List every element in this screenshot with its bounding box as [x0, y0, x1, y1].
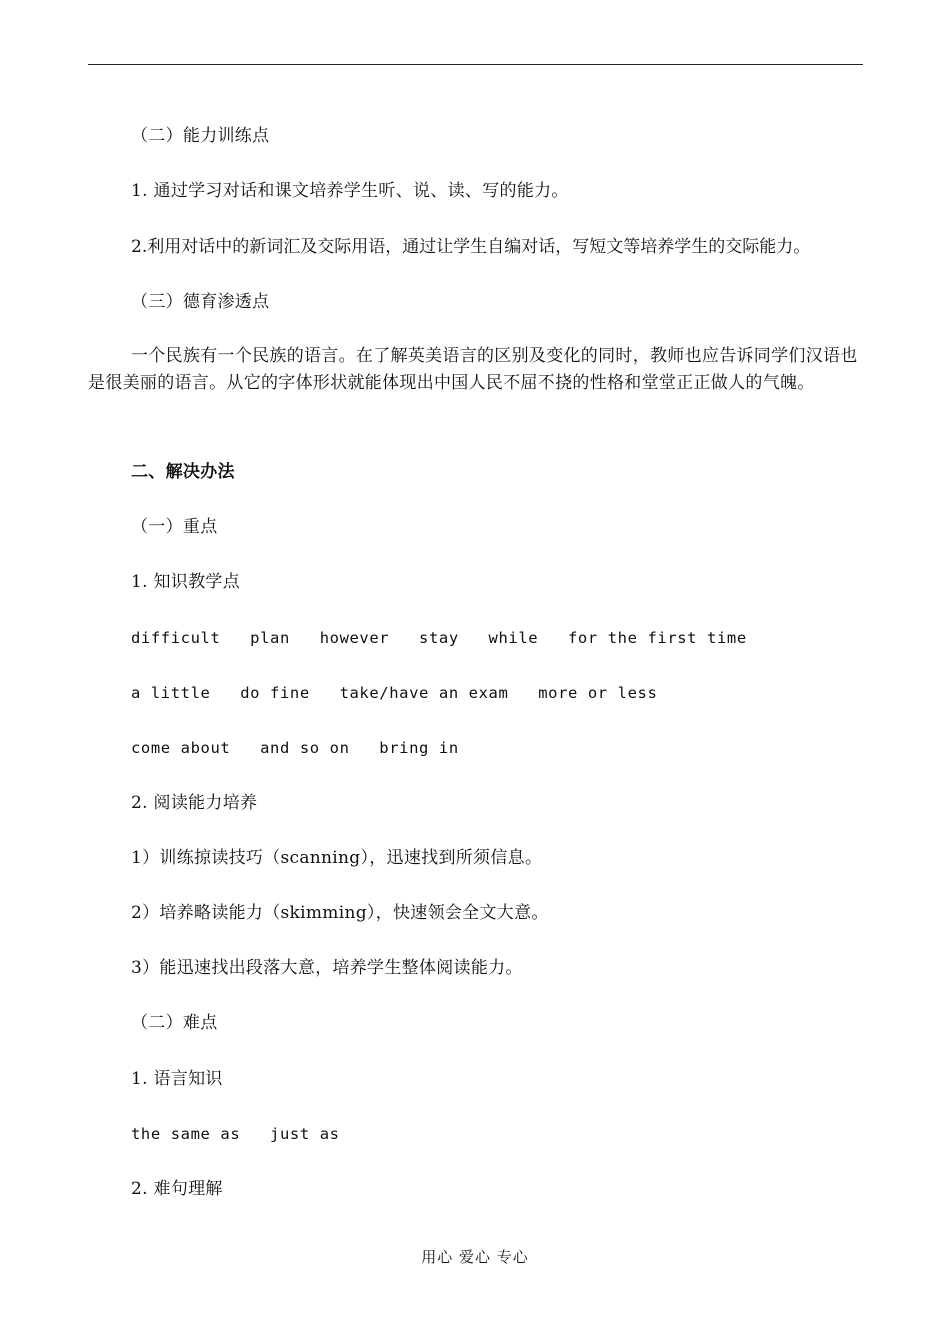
section-heading-moral: （三）德育渗透点	[131, 292, 270, 312]
section-heading-ability: （二）能力训练点	[131, 126, 270, 146]
list-item: 2. 难句理解	[131, 1179, 223, 1199]
list-item: 2.利用对话中的新词汇及交际用语，通过让学生自编对话，写短文等培养学生的交际能力。	[131, 237, 811, 257]
section-heading-difficult: （二）难点	[131, 1013, 218, 1033]
header-rule	[88, 64, 863, 65]
vocab-line: come about and so on bring in	[131, 739, 459, 757]
part-heading-solutions: 二、解决办法	[131, 462, 235, 482]
vocab-line: difficult plan however stay while for the first time	[131, 629, 747, 647]
vocab-line: a little do fine take/have an exam more or less	[131, 684, 658, 702]
section-heading-key: （一）重点	[131, 517, 218, 537]
list-item: 1. 通过学习对话和课文培养学生听、说、读、写的能力。	[131, 181, 569, 201]
list-item: 2）培养略读能力（skimming），快速领会全文大意。	[131, 903, 549, 923]
list-item: 1. 知识教学点	[131, 572, 241, 592]
page-footer: 用心 爱心 专心	[421, 1248, 529, 1266]
list-item: 2. 阅读能力培养	[131, 793, 258, 813]
list-item: 1）训练掠读技巧（scanning），迅速找到所须信息。	[131, 848, 543, 868]
list-item: 1. 语言知识	[131, 1069, 223, 1089]
vocab-line: the same as just as	[131, 1125, 340, 1143]
paragraph-moral: 一个民族有一个民族的语言。在了解英美语言的区别及变化的同时，教师也应告诉同学们汉语也是很美丽的语言。从它的字体形状就能体现出中国人民不屈不挠的性格和堂堂正正做人的气魄。	[88, 346, 858, 393]
list-item: 3）能迅速找出段落大意，培养学生整体阅读能力。	[131, 958, 523, 978]
